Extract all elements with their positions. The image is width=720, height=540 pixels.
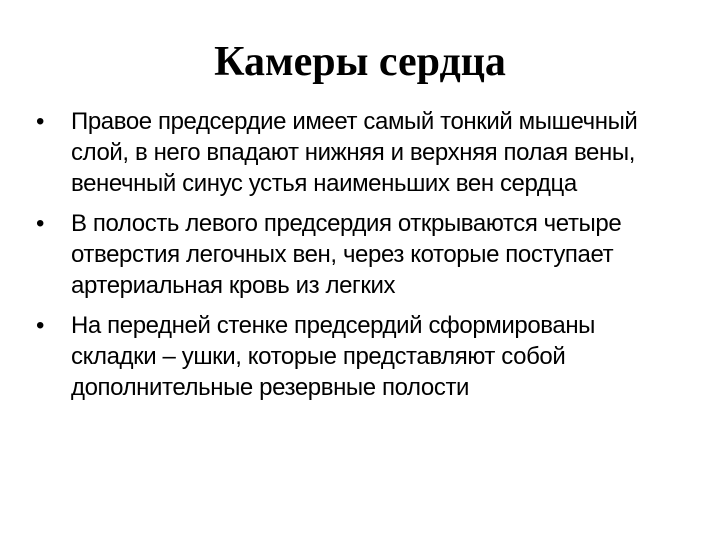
bullet-text: На передней стенке предсердий сформированы складки – ушки, которые представляют собой дополнительные резервные полости [71,312,596,401]
bullet-text: В полость левого предсердия открываются четыре отверстия легочных вен, через которые поступает артериальная кровь из легких [71,210,622,299]
bullet-item [36,310,686,403]
bullet-item [36,208,686,301]
bullet-marker-icon: • [36,108,45,135]
bullet-item [36,106,686,199]
slide-title: Камеры сердца [214,39,506,85]
bullet-marker-icon: • [36,210,45,237]
bullet-marker-icon: • [36,312,45,339]
bullet-list [36,106,686,412]
bullet-text: Правое предсердие имеет самый тонкий мышечный слой, в него впадают нижняя и верхняя полая вены, венечный синус устья наименьших вен сердца [71,108,638,197]
